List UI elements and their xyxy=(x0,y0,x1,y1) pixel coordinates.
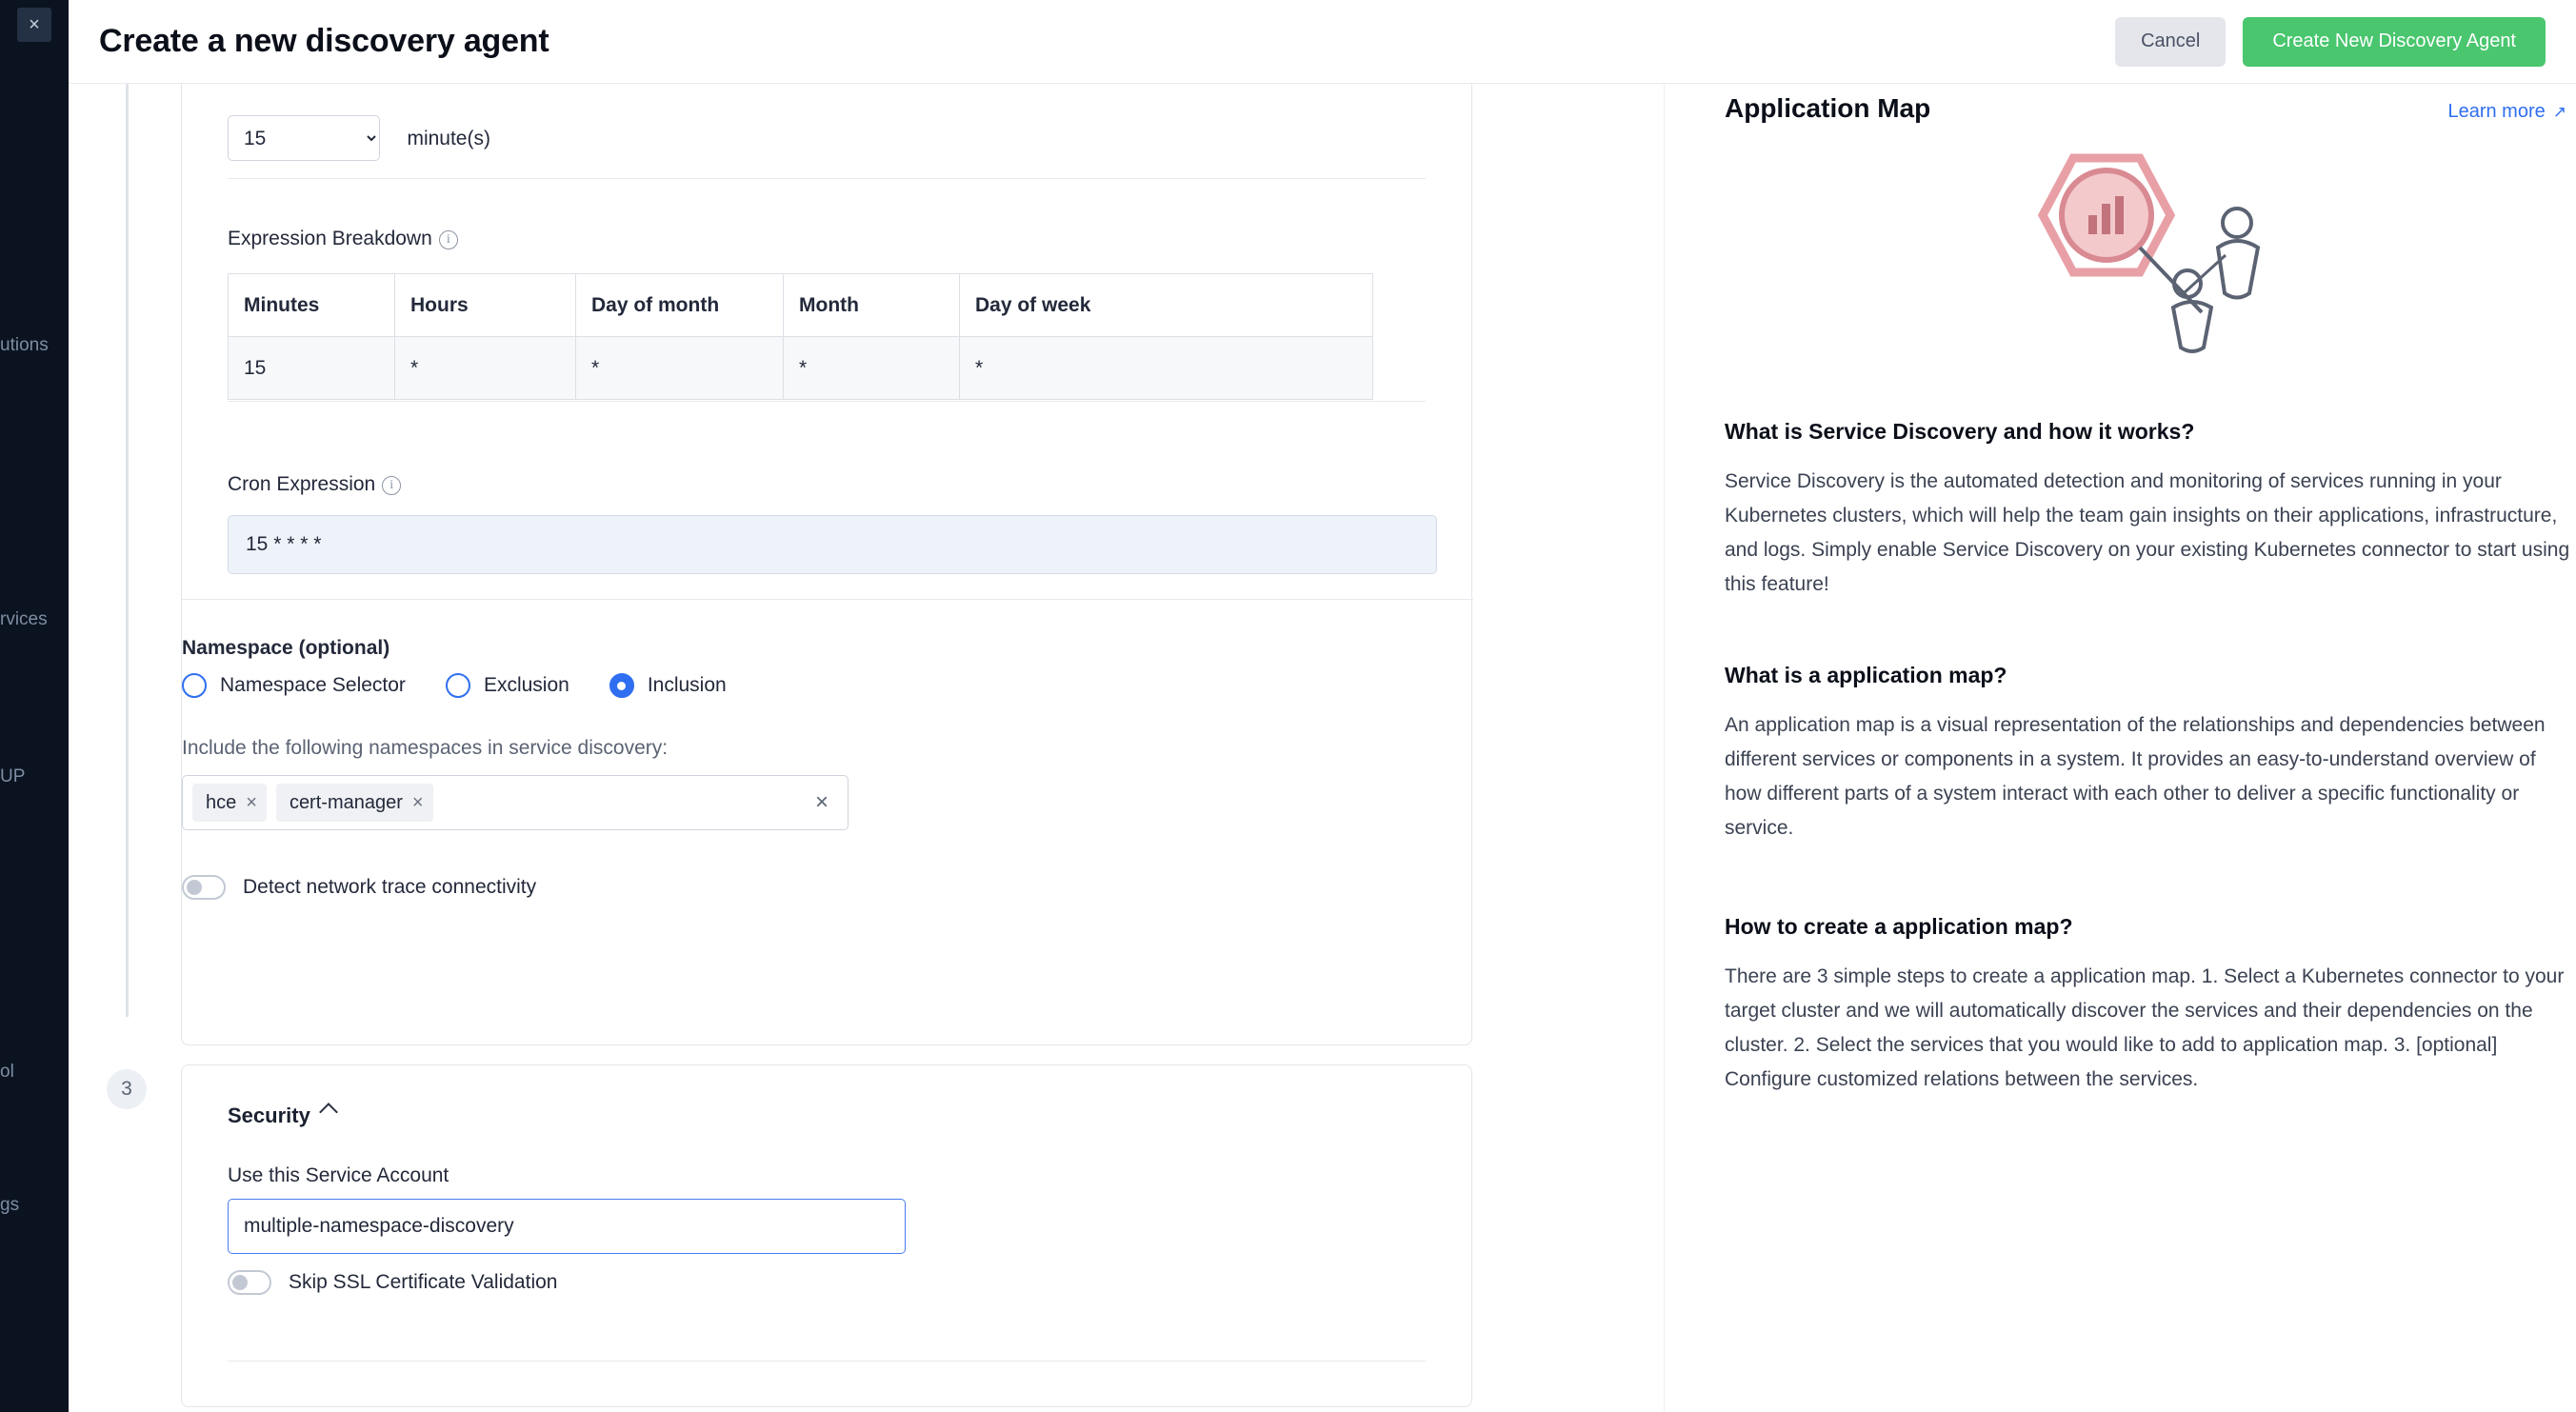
section-body-0: Service Discovery is the automated detection and monitoring of services running in your Kubernetes clusters, which will help the team gain insights on their applications, infrastructure, and logs. Simply enable Service Discovery on your existing Kubernetes connector to start using this feature! xyxy=(1725,470,2570,595)
section-heading-0: What is Service Discovery and how it works? xyxy=(1725,419,2195,444)
cell-day-of-week: * xyxy=(960,337,1373,400)
col-day-of-month: Day of month xyxy=(576,274,784,337)
security-label: Security xyxy=(228,1104,310,1127)
table-header-row xyxy=(229,274,1373,337)
col-hours: Hours xyxy=(395,274,576,337)
include-namespaces-hint: Include the following namespaces in service discovery: xyxy=(182,737,669,759)
cancel-button[interactable]: Cancel xyxy=(2115,17,2226,67)
cron-expression-label xyxy=(228,473,401,496)
interval-unit-label: minute(s) xyxy=(407,127,490,149)
info-icon[interactable]: i xyxy=(382,476,401,495)
divider-1 xyxy=(228,178,1426,179)
panel-separator xyxy=(1664,84,1665,1412)
chevron-up-icon xyxy=(319,1103,338,1122)
col-day-of-week: Day of week xyxy=(960,274,1373,337)
namespace-token[interactable] xyxy=(192,784,267,822)
namespace-token-input[interactable] xyxy=(182,775,849,830)
skip-ssl-row[interactable] xyxy=(228,1270,557,1295)
detect-network-trace-label: Detect network trace connectivity xyxy=(243,876,537,898)
radio-label: Namespace Selector xyxy=(220,674,406,696)
expression-breakdown-table xyxy=(228,273,1373,400)
detect-network-trace-row[interactable] xyxy=(182,875,536,900)
form-column xyxy=(69,84,1614,1412)
schedule-card xyxy=(181,84,1472,1045)
table-row xyxy=(229,337,1373,400)
namespace-token[interactable] xyxy=(276,784,433,822)
section-body-1: An application map is a visual representation of the relationships and dependencies between different services or components in a system. It provides an easy-to-understand overview of how different parts of a system interact with each other to deliver a specific functionality or service. xyxy=(1725,714,2546,839)
advanced-settings-card xyxy=(181,1064,1472,1407)
cell-month: * xyxy=(784,337,960,400)
close-icon[interactable]: × xyxy=(17,8,51,42)
stepper-rail xyxy=(126,84,129,1017)
application-map-illustration xyxy=(1997,141,2340,379)
skip-ssl-label: Skip SSL Certificate Validation xyxy=(289,1271,558,1293)
expression-breakdown-label xyxy=(228,228,458,250)
radio-label: Exclusion xyxy=(483,674,569,696)
interval-select[interactable] xyxy=(228,115,380,161)
external-link-icon: ↗ xyxy=(2552,103,2566,121)
modal-header xyxy=(69,0,2576,84)
section-heading-1: What is a application map? xyxy=(1725,663,2007,687)
radio-icon xyxy=(446,673,470,698)
remove-token-icon[interactable]: × xyxy=(246,791,257,813)
create-discovery-agent-button[interactable]: Create New Discovery Agent xyxy=(2243,17,2546,67)
radio-inclusion[interactable] xyxy=(609,673,727,698)
radio-icon xyxy=(609,673,634,698)
sidebar-item-2[interactable]: UP xyxy=(0,766,26,786)
service-account-label: Use this Service Account xyxy=(228,1164,449,1186)
radio-label: Inclusion xyxy=(647,674,727,696)
cron-expression-text: Cron Expression xyxy=(228,473,376,495)
cell-hours: * xyxy=(395,337,576,400)
token-label: cert-manager xyxy=(289,791,403,813)
info-icon[interactable]: i xyxy=(439,230,458,249)
page-title: Create a new discovery agent xyxy=(99,23,549,59)
learn-more-label: Learn more xyxy=(2447,101,2546,122)
info-panel xyxy=(1683,84,2576,1412)
namespace-section-label: Namespace (optional) xyxy=(182,637,390,659)
background-app-sidebar xyxy=(0,0,69,1412)
step-3-badge: 3 xyxy=(107,1069,147,1109)
modal-body xyxy=(69,84,2576,1412)
radio-icon xyxy=(182,673,207,698)
sidebar-item-1[interactable]: rvices xyxy=(0,609,48,629)
interval-row xyxy=(228,115,490,161)
clear-tokens-icon[interactable]: × xyxy=(814,789,829,815)
col-month: Month xyxy=(784,274,960,337)
section-body-2: There are 3 simple steps to create a application map. 1. Select a Kubernetes connector to your target cluster and we will automatically discover the services and their dependencies on the cluster. 2. Select the services that you would like to add to application map. 3. [optional] Configure customized relations between the services. xyxy=(1725,965,2565,1090)
cell-day-of-month: * xyxy=(576,337,784,400)
cron-expression-input[interactable]: 15 * * * * xyxy=(228,515,1437,574)
divider-4 xyxy=(228,1361,1426,1362)
sidebar-item-4[interactable]: gs xyxy=(0,1195,20,1215)
radio-exclusion[interactable] xyxy=(446,673,569,698)
learn-more-link[interactable] xyxy=(2447,101,2566,123)
detect-network-trace-toggle[interactable] xyxy=(182,875,226,900)
remove-token-icon[interactable]: × xyxy=(411,791,424,813)
token-label: hce xyxy=(206,791,237,813)
cell-minutes: 15 xyxy=(229,337,395,400)
sidebar-item-3[interactable]: ol xyxy=(0,1062,14,1082)
divider-3 xyxy=(182,599,1473,600)
col-minutes: Minutes xyxy=(229,274,395,337)
section-heading-2: How to create a application map? xyxy=(1725,914,2073,939)
info-panel-title: Application Map xyxy=(1725,93,1931,123)
skip-ssl-toggle[interactable] xyxy=(228,1270,271,1295)
radio-namespace-selector[interactable] xyxy=(182,673,406,698)
namespace-mode-radios xyxy=(182,673,767,698)
service-account-input[interactable]: multiple-namespace-discovery xyxy=(228,1199,906,1254)
expression-breakdown-text: Expression Breakdown xyxy=(228,228,432,249)
sidebar-item-0[interactable]: utions xyxy=(0,335,49,355)
header-actions xyxy=(2115,17,2546,67)
divider-2 xyxy=(228,401,1426,402)
security-section-toggle[interactable] xyxy=(228,1104,335,1128)
